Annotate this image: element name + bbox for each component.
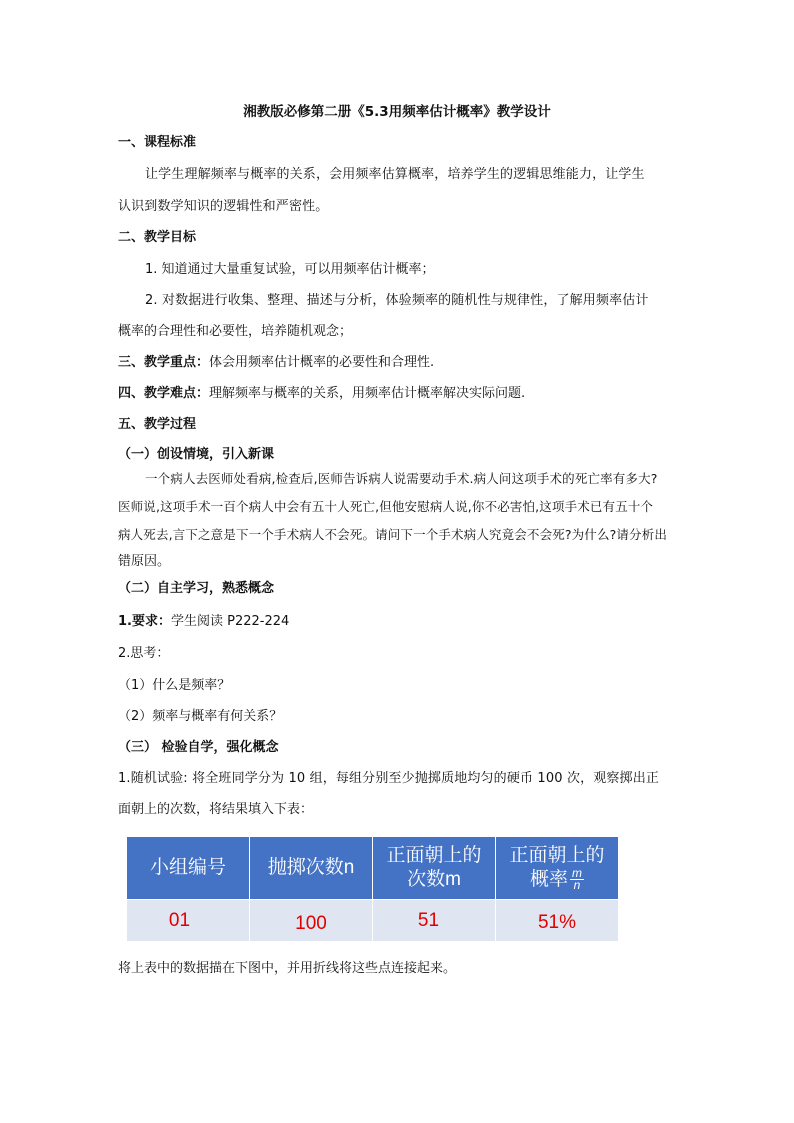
fraction-numerator: m — [572, 866, 582, 881]
list-item: 1. 知道通过大量重复试验，可以用频率估计概率； — [145, 262, 435, 277]
table-header-row — [127, 837, 619, 900]
section-key-points — [118, 352, 684, 374]
requirement-text: 学生阅读 P222-224 — [170, 614, 290, 629]
fraction-m-over-n — [570, 868, 584, 891]
header-line: 概率 — [529, 869, 568, 890]
list-item: 2. 对数据进行收集、整理、描述与分析，体验频率的随机性与规律性，了解用频率估计 — [145, 293, 649, 308]
section-difficulties — [118, 383, 684, 405]
requirement-line — [118, 611, 684, 633]
header-line: 正面朝上的 — [386, 845, 482, 866]
section-heading-standards: 一、课程标准 — [118, 135, 197, 150]
paragraph: 1.随机试验: 将全班同学分为 10 组，每组分别至少抛掷质地均匀的硬币 100 次，观察掷出正 — [118, 771, 660, 786]
column-header-heads-probability — [496, 837, 619, 900]
header-line: 次数m — [407, 869, 461, 890]
fraction-denominator: n — [573, 878, 581, 893]
section-heading-objectives: 二、教学目标 — [118, 230, 197, 245]
paragraph: 让学生理解频率与概率的关系，会用频率估算概率，培养学生的逻辑思维能力，让学生 — [145, 167, 645, 182]
document-title: 湘教版必修第二册《5.3用频率估计概率》教学设计 — [243, 104, 551, 120]
difficulties-text: 理解频率与概率的关系，用频率估计概率解决实际问题. — [209, 386, 526, 401]
question-item: （1）什么是频率？ — [118, 678, 231, 693]
results-table — [126, 836, 619, 942]
paragraph: 病人死去,言下之意是下一个手术病人不会死。请问下一个手术病人究竟会不会死?为什么?请分析出 — [118, 527, 667, 542]
column-header-heads-count — [373, 837, 496, 900]
key-points-label: 三、教学重点： — [118, 355, 210, 370]
column-header-group-id: 小组编号 — [127, 837, 250, 900]
paragraph: 一个病人去医师处看病,检查后,医师告诉病人说需要动手术.病人问这项手术的死亡率有多大? — [145, 471, 658, 486]
table-cell: 51 — [373, 900, 496, 942]
paragraph: 将上表中的数据描在下图中，并用折线将这些点连接起来。 — [118, 961, 457, 976]
column-header-toss-count: 抛掷次数n — [250, 837, 373, 900]
table-row — [127, 900, 619, 942]
subsection-heading: （二）自主学习，熟悉概念 — [118, 581, 275, 596]
difficulties-label: 四、教学难点： — [118, 386, 210, 401]
paragraph: 认识到数学知识的逻辑性和严密性。 — [118, 199, 329, 214]
table-cell: 51% — [496, 900, 619, 942]
paragraph: 2.思考： — [118, 646, 170, 661]
subsection-heading: （一）创设情境，引入新课 — [118, 447, 275, 462]
section-heading-process: 五、教学过程 — [118, 417, 197, 432]
header-line: 正面朝上的 — [509, 845, 605, 866]
paragraph: 面朝上的次数，将结果填入下表： — [118, 802, 314, 817]
subsection-heading: （三） 检验自学，强化概念 — [118, 740, 279, 755]
paragraph: 医师说,这项手术一百个病人中会有五十人死亡,但他安慰病人说,你不必害怕,这项手术已有五十个 — [118, 499, 654, 514]
table-cell: 01 — [127, 900, 250, 942]
key-points-text: 体会用频率估计概率的必要性和合理性. — [209, 355, 435, 370]
table-cell: 100 — [250, 900, 373, 942]
requirement-label: 1.要求： — [118, 614, 171, 629]
paragraph: 概率的合理性和必要性，培养随机观念； — [118, 324, 353, 339]
paragraph: 错原因。 — [118, 554, 171, 569]
question-item: （2）频率与概率有何关系？ — [118, 709, 283, 724]
